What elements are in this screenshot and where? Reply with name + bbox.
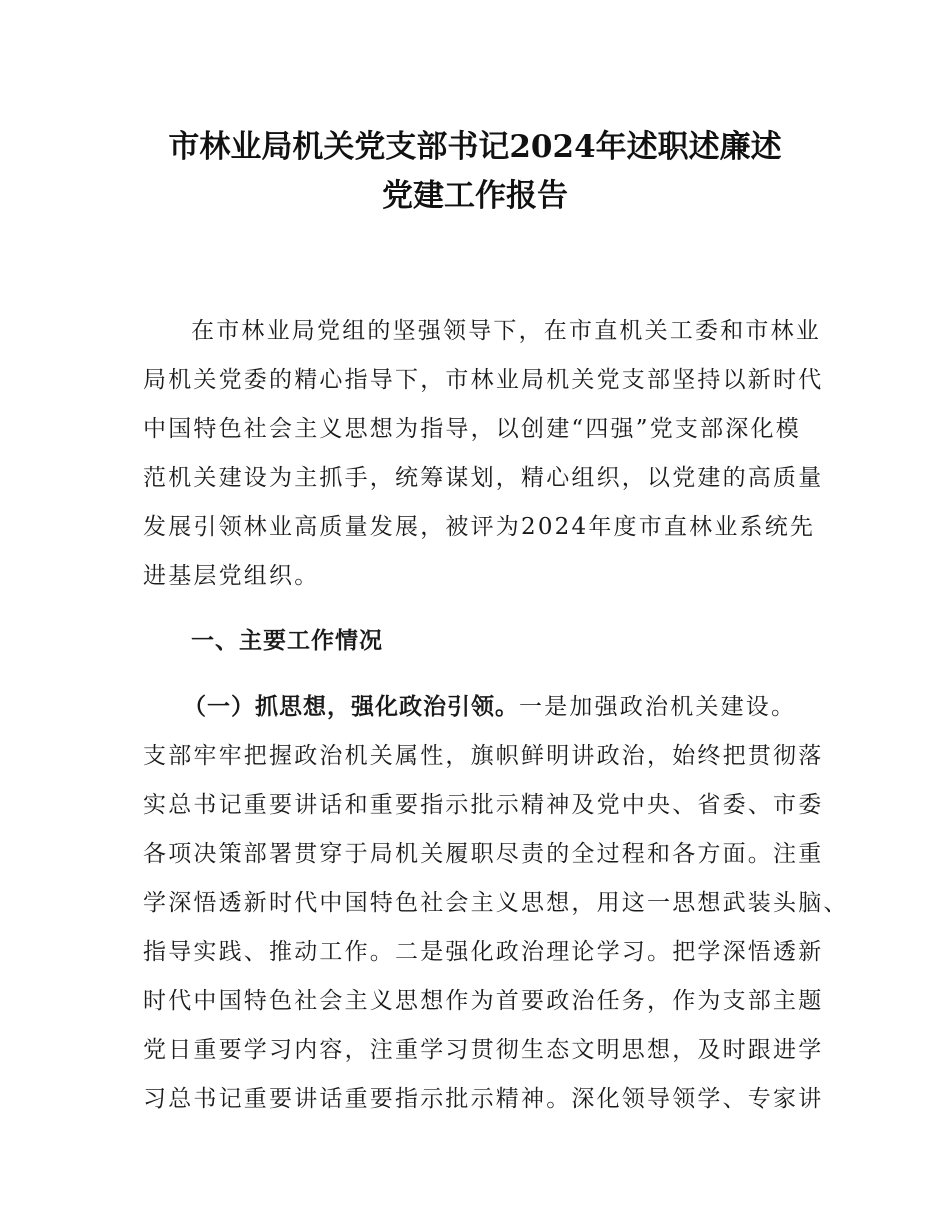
body-paragraph-line: 支部牢牢把握政治机关属性，旗帜鲜明讲政治，始终把贯彻落 [143,743,824,769]
subsection-first-line [183,688,883,721]
intro-paragraph-line: 局机关党委的精心指导下，市林业局机关党支部坚持以新时代 [143,367,824,393]
section-heading: 一、主要工作情况 [191,628,383,654]
intro-paragraph-line: 范机关建设为主抓手，统筹谋划，精心组织，以党建的高质量 [143,465,824,491]
body-paragraph-line: 实总书记重要讲话和重要指示批示精神及党中央、省委、市委 [143,792,824,818]
intro-paragraph-line: 进基层党组织。 [143,563,320,589]
intro-paragraph-line: 中国特色社会主义思想为指导，以创建“四强”党支部深化模 [143,416,801,442]
document-title-line-2: 党建工作报告 [382,178,568,214]
body-paragraph-line: 时代中国特色社会主义思想作为首要政治任务，作为支部主题 [143,988,824,1014]
body-paragraph-line: 指导实践、推动工作。二是强化政治理论学习。把学深悟透新 [143,939,824,965]
subsection-text: 一是加强政治机关建设。 [519,694,797,720]
intro-paragraph-line: 发展引领林业高质量发展，被评为2024年度市直林业系统先 [143,514,816,540]
body-paragraph-line: 习总书记重要讲话重要指示批示精神。深化领导领学、专家讲 [143,1086,824,1112]
subsection-heading: （一）抓思想，强化政治引领。 [183,694,519,720]
intro-paragraph-line: 在市林业局党组的坚强领导下，在市直机关工委和市林业 [191,318,821,344]
document-title-line-1: 市林业局机关党支部书记2024年述职述廉述 [168,129,782,165]
body-paragraph-line: 党日重要学习内容，注重学习贯彻生态文明思想，及时跟进学 [143,1037,824,1063]
body-paragraph-line: 各项决策部署贯穿于局机关履职尽责的全过程和各方面。注重 [143,841,824,867]
body-paragraph-line: 学深悟透新时代中国特色社会主义思想，用这一思想武装头脑、 [143,890,849,916]
